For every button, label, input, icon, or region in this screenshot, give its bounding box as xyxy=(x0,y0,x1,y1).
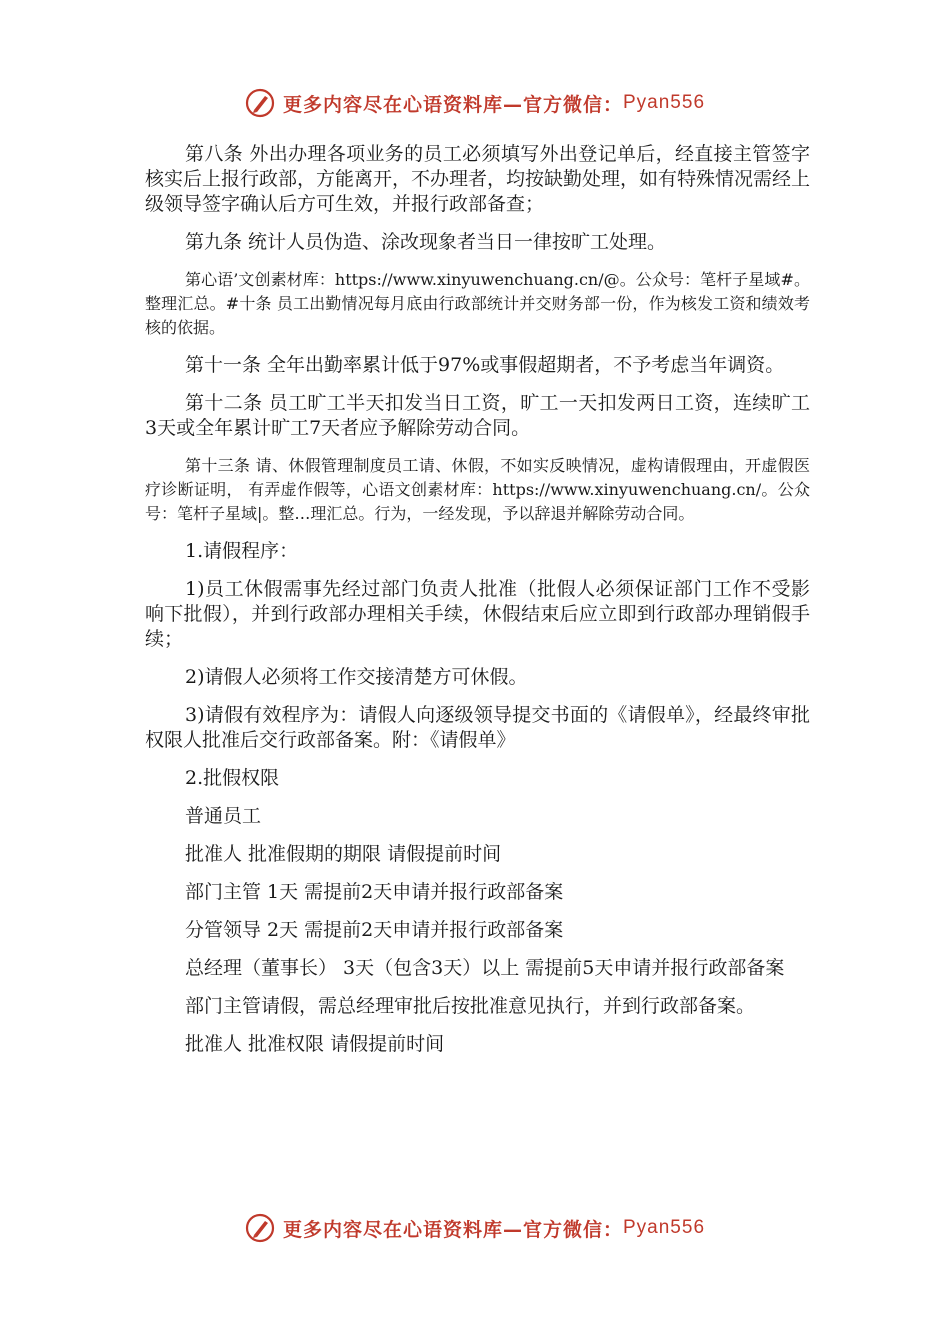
paragraph-manager-leave: 部门主管请假，需总经理审批后按批准意见执行，并到行政部备案。 xyxy=(185,995,756,1017)
paragraph-article-9: 第九条 统计人员伪造、涂改现象者当日一律按旷工处理。 xyxy=(185,231,667,253)
header-banner xyxy=(0,83,950,123)
banner-text: 更多内容尽在心语资料库—官方微信： xyxy=(282,93,623,116)
table-row: 总经理（董事长） 3天（包含3天）以上 需提前5天申请并报行政部备案 xyxy=(185,957,785,979)
list-item: 3)请假有效程序为：请假人向逐级领导提交书面的《请假单》，经最终审批权限人批准后交行政部备案。附：《请假单》 xyxy=(145,704,810,751)
paragraph-article-8: 第八条 外出办理各项业务的员工必须填写外出登记单后，经直接主管签字核实后上报行政部，方能离开，不办理者，均按缺勤处理，如有特殊情况需经上级领导签字确认后方可生效，并报行政部备查； xyxy=(145,143,811,215)
wechat-id: Pyan556 xyxy=(623,1217,706,1238)
section-heading-leave-procedure: 1.请假程序： xyxy=(185,540,299,562)
footer-banner xyxy=(0,1208,950,1248)
table-row: 部门主管 1天 需提前2天申请并报行政部备案 xyxy=(185,881,564,903)
list-item: 1)员工休假需事先经过部门负责人批准（批假人必须保证部门工作不受影响下批假），并到行政部办理相关手续，休假结束后应立即到行政部办理销假手续； xyxy=(145,578,810,650)
paragraph-article-12: 第十二条 员工旷工半天扣发当日工资，旷工一天扣发两日工资，连续旷工3天或全年累计旷工7天者应予解除劳动合同。 xyxy=(145,392,810,439)
table-header-row: 批准人 批准权限 请假提前时间 xyxy=(185,1033,445,1055)
document-body xyxy=(145,142,810,1070)
banner-text: 更多内容尽在心语资料库—官方微信： xyxy=(282,1218,623,1241)
pen-logo-icon xyxy=(245,1213,275,1243)
subheading-regular-staff: 普通员工 xyxy=(185,805,262,827)
table-header-row: 批准人 批准假期的期限 请假提前时间 xyxy=(185,843,502,865)
list-item: 2)请假人必须将工作交接清楚方可休假。 xyxy=(185,666,528,688)
table-row: 分管领导 2天 需提前2天申请并报行政部备案 xyxy=(185,919,564,941)
paragraph-article-13: 第十三条 请、休假管理制度员工请、休假，不如实反映情况，虚构请假理由，开虚假医疗诊断证明， 有弄虚作假等，心语文创素材库：https://www.xinyuwenchuang.cn/。公众号：笔杆子星域|。整…理汇总。行为，一经发现，予以辞退并解除劳动合同。 xyxy=(145,456,810,523)
wechat-id: Pyan556 xyxy=(623,92,706,113)
paragraph-article-11: 第十一条 全年出勤率累计低于97%或事假超期者，不予考虑当年调资。 xyxy=(185,354,785,376)
section-heading-approval-authority: 2.批假权限 xyxy=(185,767,280,789)
paragraph-article-10: 第心语’文创素材库：https://www.xinyuwenchuang.cn/@。公众号：笔杆子星域#。整理汇总。#十条 员工出勤情况每月底由行政部统计并交财务部一份，作为核发工资和绩效考核的依据。 xyxy=(145,270,810,337)
pen-logo-icon xyxy=(245,88,275,118)
